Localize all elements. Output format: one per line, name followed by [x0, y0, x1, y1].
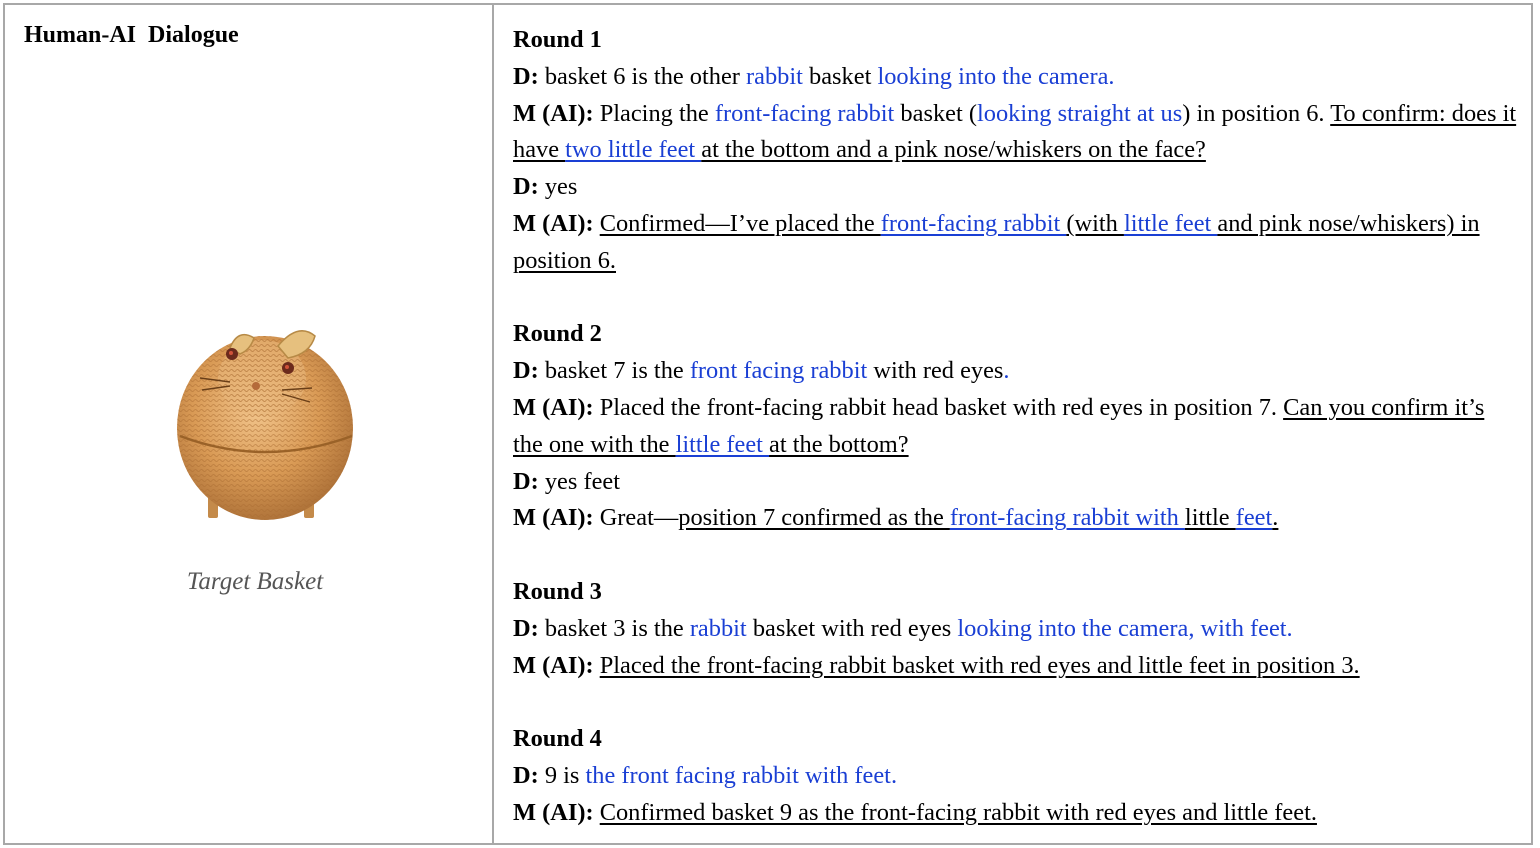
- utterance-text: 9 is: [538, 761, 586, 789]
- highlighted-phrase: little feet: [1123, 209, 1218, 237]
- round-title: Round 3: [513, 577, 602, 605]
- highlighted-phrase: .: [1003, 357, 1010, 385]
- underlined-phrase: Confirmed—I’ve placed the: [599, 209, 881, 237]
- dialogue-line: [513, 390, 1518, 464]
- utterance-text: basket 3 is the: [538, 614, 690, 642]
- round-spacer: [513, 684, 1518, 721]
- utterance-text: with red eyes: [867, 357, 1004, 385]
- column-divider: [492, 3, 494, 845]
- highlighted-phrase: front-facing rabbit: [714, 99, 895, 127]
- column-heading: Human-AI Dialogue: [24, 22, 239, 48]
- speaker-label: M (AI):: [513, 651, 594, 679]
- round-title: Round 1: [513, 26, 602, 53]
- highlighted-phrase: looking straight at us: [976, 99, 1183, 127]
- underlined-phrase: at the bottom and a pink nose/whiskers on the face?: [701, 136, 1206, 164]
- round-title: Round 2: [513, 320, 602, 348]
- utterance-text: yes: [538, 173, 578, 201]
- speaker-label: D:: [513, 173, 539, 201]
- utterance-text: basket 6 is the other: [538, 62, 747, 90]
- speaker-label: D:: [513, 761, 539, 789]
- dialogue-line: [513, 648, 1518, 685]
- utterance-text: yes feet: [538, 467, 621, 495]
- highlighted-phrase: feet: [1235, 504, 1273, 532]
- dialogue-line: [513, 96, 1518, 170]
- underlined-phrase: .: [1272, 504, 1279, 532]
- speaker-label: M (AI):: [513, 393, 594, 421]
- highlighted-phrase: front-facing rabbit: [880, 209, 1067, 237]
- underlined-phrase: Placed the front-facing rabbit basket with red eyes and little feet in position 3.: [599, 651, 1360, 679]
- highlighted-phrase: looking into the camera, with feet.: [957, 614, 1293, 642]
- speaker-label: M (AI):: [513, 798, 594, 826]
- highlighted-phrase: looking into the camera.: [877, 62, 1115, 90]
- utterance-text: Great—: [593, 504, 679, 532]
- highlighted-phrase: rabbit: [746, 62, 803, 90]
- utterance-text: basket (: [894, 99, 977, 127]
- underlined-phrase: and pink nose/whiskers) in position 6.: [513, 209, 1480, 274]
- dialogue-transcript: [513, 22, 1518, 832]
- speaker-label: M (AI):: [513, 209, 594, 237]
- underlined-phrase: position 7 confirmed as the: [678, 504, 950, 532]
- dialogue-line: [513, 611, 1518, 648]
- underlined-phrase: Confirmed basket 9 as the front-facing rabbit with red eyes and little feet.: [599, 798, 1317, 826]
- dialogue-line: [513, 59, 1518, 96]
- wicker-rabbit-basket-icon: [170, 318, 360, 528]
- speaker-label: M (AI):: [513, 504, 594, 532]
- dialogue-line: [513, 795, 1518, 832]
- utterance-text: basket with red eyes: [746, 614, 958, 642]
- dialogue-line: [513, 464, 1518, 501]
- dialogue-line: [513, 169, 1518, 206]
- underlined-phrase: little: [1184, 504, 1236, 532]
- highlighted-phrase: front facing rabbit: [689, 357, 868, 385]
- dialogue-line: [513, 353, 1518, 390]
- speaker-label: D:: [513, 467, 539, 495]
- dialogue-line: [513, 758, 1518, 795]
- speaker-label: D:: [513, 62, 539, 90]
- utterance-text: ) in position 6.: [1182, 99, 1331, 127]
- highlighted-phrase: little feet: [675, 430, 770, 458]
- underlined-phrase: (with: [1066, 209, 1124, 237]
- highlighted-phrase: front-facing rabbit with: [949, 504, 1185, 532]
- underlined-phrase: To confirm: does it have: [513, 99, 1517, 164]
- round-title: Round 4: [513, 725, 602, 753]
- speaker-label: D:: [513, 357, 539, 385]
- dialogue-line: [513, 500, 1518, 537]
- underlined-phrase: at the bottom?: [769, 430, 909, 458]
- dialogue-line: [513, 206, 1518, 280]
- speaker-label: D:: [513, 614, 539, 642]
- utterance-text: basket: [802, 62, 878, 90]
- round-spacer: [513, 280, 1518, 317]
- round-spacer: [513, 537, 1518, 574]
- highlighted-phrase: two little feet: [565, 136, 702, 164]
- image-caption: Target Basket: [186, 568, 324, 595]
- highlighted-phrase: the front facing rabbit with feet.: [585, 761, 898, 789]
- speaker-label: M (AI):: [513, 99, 594, 127]
- highlighted-phrase: rabbit: [689, 614, 747, 642]
- utterance-text: basket 7 is the: [538, 357, 690, 385]
- utterance-text: Placing the: [593, 99, 715, 127]
- underlined-phrase: Can you confirm it’s the one with the: [513, 393, 1485, 458]
- utterance-text: Placed the front-facing rabbit head basket with red eyes in position 7.: [593, 393, 1284, 421]
